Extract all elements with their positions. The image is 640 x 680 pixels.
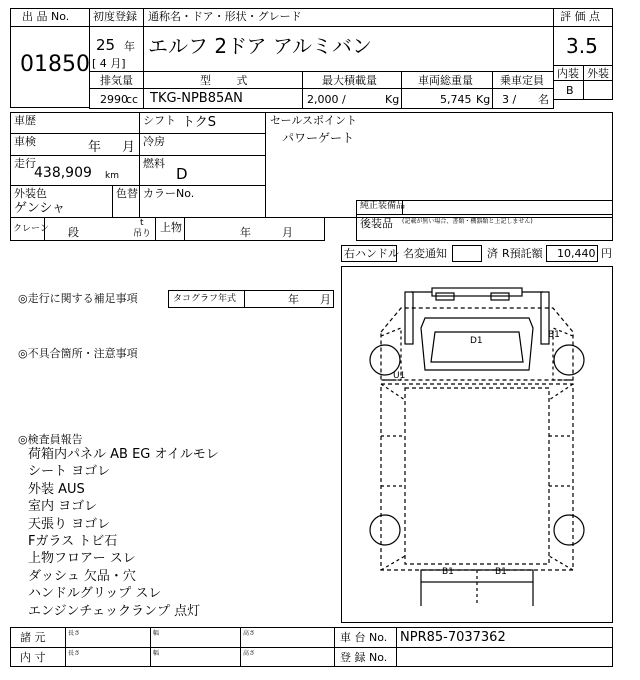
naiki-label: 内 寸 bbox=[20, 651, 46, 664]
inner-width-label: 幅 bbox=[153, 650, 160, 657]
spec-height-label: 高さ bbox=[243, 630, 256, 637]
shift-value: トクS bbox=[182, 115, 216, 130]
fuel-label: 燃料 bbox=[143, 157, 165, 170]
chassis-label: 車 台 No. bbox=[340, 631, 388, 644]
inspector-report-item: 室内 ヨゴレ bbox=[28, 499, 98, 515]
vehicle-diagram bbox=[341, 266, 613, 623]
inspector-report-item: ハンドルグリップ スレ bbox=[28, 586, 162, 602]
interior-label: 内装 bbox=[557, 67, 579, 80]
damage-mark-b1-right: B1 bbox=[548, 330, 560, 340]
color-change-label: 色替 bbox=[116, 187, 138, 200]
gross-weight-label: 車両総重量 bbox=[418, 74, 473, 87]
r-deposit-value: 10,440 bbox=[557, 247, 596, 260]
inspector-report-item: 外装 AUS bbox=[28, 481, 85, 497]
model: TKG-NPB85AN bbox=[150, 91, 243, 106]
lot-no-label: 出 品 No. bbox=[22, 10, 70, 23]
capacity: 3 / bbox=[502, 93, 517, 106]
ac-label: 冷房 bbox=[143, 135, 165, 148]
genuine-equip-label: 純正装備品 bbox=[360, 201, 406, 211]
score: 3.5 bbox=[566, 34, 598, 58]
name-change-label: 名変通知 bbox=[403, 247, 447, 260]
bed-label: 上物 bbox=[160, 221, 182, 234]
max-load-unit: Kg bbox=[385, 93, 400, 106]
spec-width-label: 幅 bbox=[153, 630, 160, 637]
name-change-box bbox=[452, 245, 482, 262]
capacity-unit: 名 bbox=[538, 93, 549, 106]
shoku-label: 諸 元 bbox=[20, 631, 46, 644]
history-label: 車歴 bbox=[14, 114, 36, 127]
displacement: 2990 bbox=[100, 93, 128, 106]
interior-grade: B bbox=[566, 84, 574, 97]
spec-length-label: 長さ bbox=[68, 630, 81, 637]
inner-length-label: 長さ bbox=[68, 650, 81, 657]
inspector-report-item: Fガラス トビ石 bbox=[28, 533, 118, 549]
recycle-label: 済 bbox=[487, 247, 498, 260]
year-unit: 年 bbox=[124, 40, 135, 53]
sales-point-label: セールスポイント bbox=[270, 114, 358, 127]
capacity-label: 乗車定員 bbox=[500, 74, 544, 87]
inspector-report-item: ダッシュ 欠品・穴 bbox=[28, 568, 136, 584]
right-handle: 右ハンドル bbox=[344, 247, 399, 260]
vehicle-name-label: 通称名・ドア・形状・グレード bbox=[148, 10, 302, 23]
damage-mark-d1: D1 bbox=[470, 336, 483, 346]
bed-year: 年 bbox=[240, 226, 251, 239]
vehicle-name: エルフ 2ドア アルミバン bbox=[148, 34, 373, 58]
damage-mark-u1: U1 bbox=[393, 371, 406, 381]
bed-month: 月 bbox=[282, 226, 293, 239]
damage-mark-b1-rear-right: B1 bbox=[495, 567, 507, 577]
inspector-label: ◎検査員報告 bbox=[18, 433, 83, 446]
inspection-month: 月 bbox=[122, 140, 136, 155]
tacho-month: 月 bbox=[320, 293, 331, 306]
inspection-year: 年 bbox=[88, 140, 102, 155]
chassis-no: NPR85-7037362 bbox=[400, 630, 506, 645]
displacement-label: 排気量 bbox=[100, 74, 133, 87]
mileage-label: 走行 bbox=[14, 157, 36, 170]
aftermarket-label: 後装品 bbox=[360, 217, 393, 230]
displacement-unit: cc bbox=[126, 93, 139, 106]
exterior-color: ゲンシャ bbox=[14, 201, 66, 216]
aftermarket-note: (記載が無い場合、書類・機器類と上記しません) bbox=[402, 218, 533, 225]
sales-point: パワーゲート bbox=[282, 131, 355, 145]
defects-label: ◎不具合箇所・注意事項 bbox=[18, 347, 138, 360]
r-deposit-unit: 円 bbox=[601, 247, 612, 260]
lot-no: 01850 bbox=[20, 52, 90, 77]
fuel-value: D bbox=[176, 165, 188, 183]
crane-stage: 段 bbox=[68, 226, 79, 239]
crane-hoist: 吊り bbox=[133, 229, 152, 239]
max-load-label: 最大積載量 bbox=[322, 74, 377, 87]
driving-remarks-label: ◎走行に関する補足事項 bbox=[18, 292, 138, 305]
inner-height-label: 高さ bbox=[243, 650, 256, 657]
first-reg-month: [ 4 月] bbox=[92, 57, 126, 70]
mileage-unit: km bbox=[105, 171, 119, 181]
tacho-label: タコグラフ年式 bbox=[173, 294, 237, 304]
shift-label: シフト bbox=[143, 114, 176, 127]
inspector-report-item: シート ヨゴレ bbox=[28, 464, 111, 480]
tacho-year: 年 bbox=[288, 293, 299, 306]
gross-weight-unit: Kg bbox=[476, 93, 491, 106]
r-deposit-label: R預託額 bbox=[502, 247, 543, 260]
first-reg-label: 初度登録 bbox=[93, 10, 137, 23]
inspection-label: 車検 bbox=[14, 135, 36, 148]
color-no-label: カラーNo. bbox=[143, 187, 195, 200]
inspector-report-item: 上物フロアー スレ bbox=[28, 551, 136, 567]
exterior-label: 外装 bbox=[587, 67, 609, 80]
crane-tons: t bbox=[140, 218, 144, 228]
gross-weight: 5,745 bbox=[440, 93, 472, 106]
exterior-color-label: 外装色 bbox=[14, 187, 47, 200]
inspector-report-item: 荷箱内パネル AB EG オイルモレ bbox=[28, 447, 219, 462]
mileage: 438,909 bbox=[34, 165, 92, 181]
score-label: 評 価 点 bbox=[560, 10, 600, 23]
max-load: 2,000 / bbox=[307, 93, 346, 106]
inspector-report-list bbox=[28, 448, 328, 622]
damage-mark-b1-rear-left: B1 bbox=[442, 567, 454, 577]
model-label: 型 式 bbox=[200, 74, 248, 87]
inspector-report-item: 天張り ヨゴレ bbox=[28, 516, 111, 532]
registration-label: 登 録 No. bbox=[340, 651, 388, 664]
first-reg-year: 25 bbox=[96, 36, 116, 54]
crane-label: クレーン bbox=[13, 224, 49, 234]
inspector-report-item: エンジンチェックランプ 点灯 bbox=[28, 603, 201, 619]
